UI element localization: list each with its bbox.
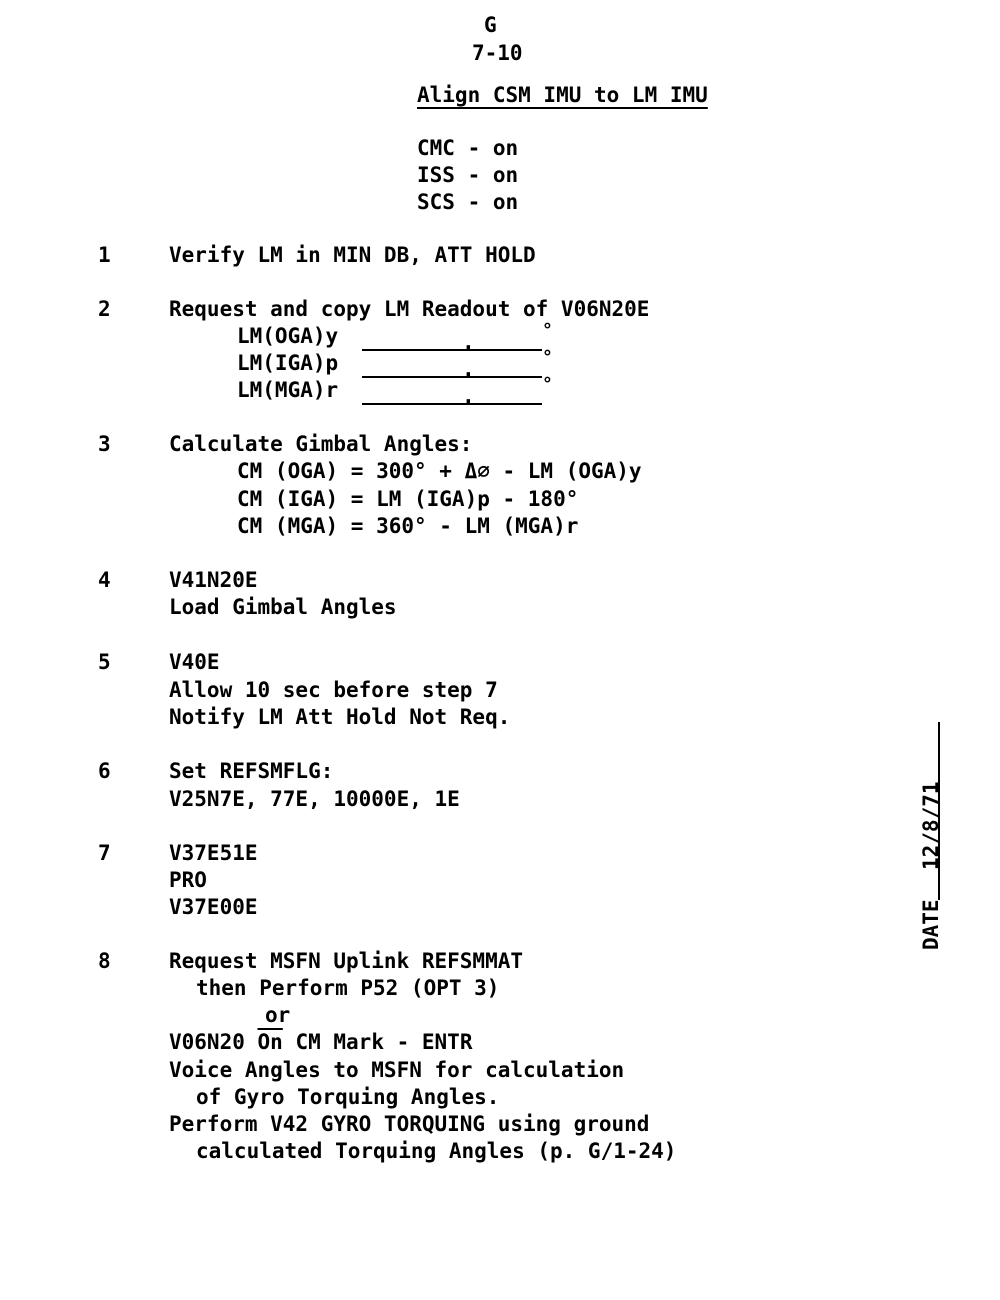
step-8-line-6: of Gyro Torquing Angles. [196,1085,500,1109]
date-value: 12/8/71 [919,781,943,870]
page-title: Align CSM IMU to LM IMU [417,83,708,107]
formula-mga: CM (MGA) = 360° - LM (MGA)r [237,514,579,538]
degree-symbol: ° [542,374,553,395]
step-8-line-5: Voice Angles to MSFN for calculation [169,1058,625,1082]
step-4-number: 4 [98,568,111,592]
prereq-cmc: CMC - on [417,136,519,160]
step-6-line-1: Set REFSMFLG: [169,759,334,783]
formula-oga: CM (OGA) = 300° + Δ∅ - LM (OGA)y [237,459,642,483]
step-7-line-2: PRO [169,868,207,892]
step-8-line-2: then Perform P52 (OPT 3) [196,976,500,1000]
step-4-line-1: V41N20E [169,568,258,592]
date-block [900,720,944,950]
lm-mga-blank[interactable] [362,374,553,408]
lm-mga-label: LM(MGA)r [237,378,339,402]
decimal-point: . [462,384,475,408]
step-3-heading: Calculate Gimbal Angles: [169,432,473,456]
page-number: 7-10 [472,41,523,65]
step-3-number: 3 [98,432,111,456]
step-6-line-2: V25N7E, 77E, 10000E, 1E [169,787,460,811]
step-1-text: Verify LM in MIN DB, ATT HOLD [169,243,536,267]
lm-oga-blank[interactable] [362,320,553,354]
step-8-number: 8 [98,949,111,973]
step-2-text: Request and copy LM Readout of V06N20E [169,297,650,321]
step-8-line-4 [169,1029,472,1056]
step-2-number: 2 [98,297,111,321]
step-7-number: 7 [98,841,111,865]
step-5-line-2: Allow 10 sec before step 7 [169,678,498,702]
verb-noun-code: V06N20 [169,1030,245,1054]
decimal-point: . [462,357,475,381]
step-5-number: 5 [98,650,111,674]
step-7-line-1: V37E51E [169,841,258,865]
lm-oga-label: LM(OGA)y [237,324,339,348]
formula-iga: CM (IGA) = LM (IGA)p - 180° [237,487,579,511]
step-5-line-3: Notify LM Att Hold Not Req. [169,705,511,729]
degree-symbol: ° [542,320,553,341]
step-5-line-1: V40E [169,650,220,674]
prereq-iss: ISS - on [417,163,519,187]
cm-mark-text: CM Mark - ENTR [295,1030,473,1054]
lm-iga-blank[interactable] [362,347,553,381]
decimal-point: . [462,330,475,354]
step-8-or: or [265,1003,291,1027]
step-7-line-3: V37E00E [169,895,258,919]
date-label: DATE [919,899,943,950]
step-1-number: 1 [98,243,111,267]
section-letter: G [484,13,497,37]
lm-iga-label: LM(IGA)p [237,351,339,375]
step-8-line-7: Perform V42 GYRO TORQUING using ground [169,1112,650,1136]
step-4-line-2: Load Gimbal Angles [169,595,397,619]
on-overlined: $\overline{On}$ [257,1030,283,1054]
step-6-number: 6 [98,759,111,783]
step-8-line-8: calculated Torquing Angles (p. G/1-24) [196,1139,677,1163]
degree-symbol: ° [542,347,553,368]
prereq-scs: SCS - on [417,190,519,214]
step-8-line-1: Request MSFN Uplink REFSMMAT [169,949,524,973]
